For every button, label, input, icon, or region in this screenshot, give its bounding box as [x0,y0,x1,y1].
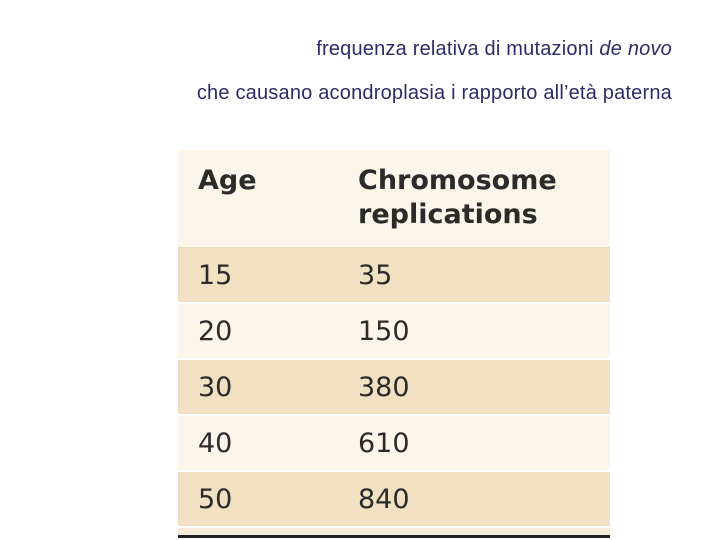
table-row [178,248,610,304]
cell-replications: 35 [358,259,393,291]
table-row [178,360,610,416]
cell-replications: 840 [358,483,410,515]
caption-line-2: che causano acondroplasia i rapporto all’età paterna [196,82,672,104]
caption-italic-term: de novo [599,38,672,60]
header-age: Age [198,165,257,196]
header-chromosome-replications [358,150,557,247]
table-header [178,150,610,248]
caption-line-1-text: frequenza relativa di mutazioni [316,38,600,60]
cell-replications: 380 [358,371,410,403]
cell-age: 20 [198,315,233,347]
cell-age: 30 [198,371,233,403]
cell-age: 50 [198,483,233,515]
cell-replications: 150 [358,315,410,347]
table-row [178,472,610,528]
caption-line-1 [316,38,672,61]
table-row [178,304,610,360]
table-row [178,416,610,472]
cell-replications: 610 [358,427,410,459]
data-table [178,150,610,538]
header-chrom-line-1: Chromosome [358,165,557,196]
header-chrom-line-2: replications [358,199,538,230]
cell-age: 40 [198,427,233,459]
cell-age: 15 [198,259,233,291]
